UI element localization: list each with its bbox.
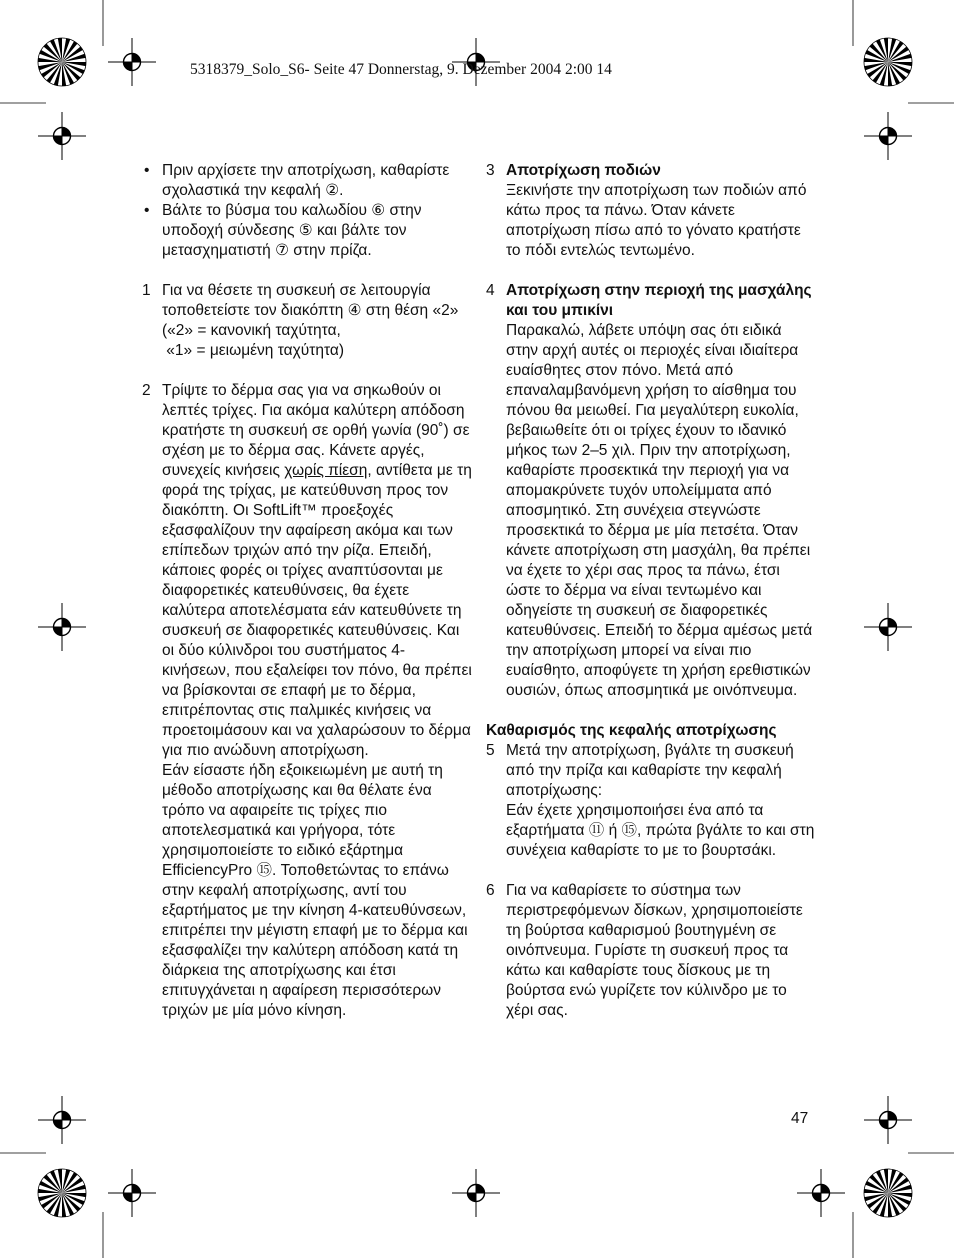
step-1: 1 Για να θέσετε τη συσκευή σε λειτουργία τοποθετείστε τον διακόπτη ④ στη θέση «2» («2» = κανονική ταχύτητα, «1» = μειωμένη ταχύτητα) bbox=[142, 282, 459, 359]
step-2-para-1: Τρίψτε το δέρμα σας για να σηκωθούν οι λεπτές τρίχες. Για ακόμα καλύτερη απόδοση κρατήστε τη συσκευή σε ορθή γωνία (90˚) σε σχέση με το δέρμα σας. Κάνετε αργές, συνεχείς κινήσεις χωρίς πίεση, αντίθετα με τη φορά της τρίχας, με κατεύθυνση προς τον διακόπτη. Οι SoftLift™ προεξοχές εξασφαλίζουν την αφαίρεση ακόμα και των επίπεδων τριχών από την ρίζα. Επειδή, κάποιες φορές οι τρίχες αναπτύσονται με διαφορετικές κατευθύνσεις, θα έχετε καλύτερα αποτελέσματα εάν κατευθύνετε τη συσκευή σε διαφορετικές κατευθύνσεις. Και οι δύο κύλινδροι του συστήματος 4-κινήσεων, που εξαλείφει τον πόνο, θα πρέπει να βρίσκονται σε επαφή με το δέρμα, επιτρέποντας στις παλμικές κινήσεις να προετοιμάσουν και να χαλαρώσουν το δέρμα για πιο ανώδυνη αποτρίχωση. bbox=[162, 382, 472, 759]
page-number: 47 bbox=[791, 1110, 809, 1127]
step-4: 4 Αποτρίχωση στην περιοχή της μασχάλης και του μπικίνι Παρακαλώ, λάβετε υπόψη σας ότι ειδικά στην αρχή αυτές οι περιοχές είναι ιδιαίτερα ευαίσθητες στον πόνο. Μετά από επαναλαμβανόμενη χρήση το αίσθημα του πόνου θα μειωθεί. Για μεγαλύτερη ευκολία, βεβαιωθείτε ότι οι τρίχες έχουν το ιδανικό μήκος των 2–5 χιλ. Πριν την αποτρίχωση, καθαρίστε προσεκτικά την περιοχή για να απομακρύνετε τυχόν υπολείμματα από αποσμητικό. Στη συνέχεια στεγνώστε προσεκτικά το δέρμα με μία πετσέτα. Όταν κάνετε αποτρίχωση στη μασχάλη, θα πρέπει να έχετε το χέρι σας προς τα πάνω, έτσι ώστε το δέρμα να είναι τεντωμένο και οδηγείστε τη συσκευή σε διαφορετικές κατευθύνσεις. Επειδή το δέρμα αμέσως μετά την αποτρίχωση μπορεί να είναι πιο ευαίσθητο, αποφύγετε τη χρήση ερεθιστικών ουσιών, όπως αποσμητικά με οινόπνευμα. bbox=[486, 281, 816, 701]
step-2: 2 Τρίψτε το δέρμα σας για να σηκωθούν οι λεπτές τρίχες. Για ακόμα καλύτερη απόδοση κρατήστε τη συσκευή σε ορθή γωνία (90˚) σε σχέση με το δέρμα σας. Κάνετε αργές, συνεχείς κινήσεις χωρίς πίεση, αντίθετα με τη φορά της τρίχας, με κατεύθυνση προς τον διακόπτη. Οι SoftLift™ προεξοχές εξασφαλίζουν την αφαίρεση ακόμα και των επίπεδων τριχών από την ρίζα. Επειδή, κάποιες φορές οι τρίχες αναπτύσονται με διαφορετικές κατευθύνσεις, θα έχετε καλύτερα αποτελέσματα εάν κατευθύνετε τη συσκευή σε διαφορετικές κατευθύνσεις. Και οι δύο κύλινδροι του συστήματος 4-κινήσεων, που εξαλείφει τον πόνο, θα πρέπει να βρίσκονται σε επαφή με το δέρμα, επιτρέποντας στις παλμικές κινήσεις να προετοιμάσουν και να χαλαρώσουν το δέρμα για πιο ανώδυνη αποτρίχωση. Εάν είσαστε ήδη εξοικειωμένη με αυτή τη μέθοδο αποτρίχωσης και θα θέλατε ένα τρόπο να αφαιρείτε τις τρίχες πιο αποτελεσματικά και γρήγορα, τότε χρησιμοποιείστε το ειδικό εξάρτημα EfficiencyPro ⑮. Τοποθετώντας το επάνω στην κεφαλή αποτρίχωσης, αντί του εξαρτήματος με την κίνηση 4-κατευθύνσεων, επιτρέπει την μέγιστη επαφή με το δέρμα και εξασφαλίζει την καλύτερη απόδοση κατά τη διάρκεια της αποτρίχωσης και έτσι επιτυγχάνεται η αφαίρεση περισσότερων τριχών με μία μόνο κίνηση. bbox=[142, 382, 472, 1019]
print-header: 5318379_Solo_S6- Seite 47 Donnerstag, 9. Dezember 2004 2:00 14 bbox=[190, 61, 612, 78]
cleaning-heading: Καθαρισμός της κεφαλής αποτρίχωσης bbox=[486, 722, 777, 739]
bullet-item: • Βάλτε το βύσμα του καλωδίου ⑥ στην υποδοχή σύνδεσης ⑤ και βάλτε τον μετασχηματιστή ⑦ στην πρίζα. bbox=[144, 202, 422, 259]
right-column bbox=[486, 161, 816, 1021]
step-6: 6 Για να καθαρίσετε το σύστημα των περιστρεφόμενων δίσκων, χρησιμοποιείστε τη βούρτσα καθαρισμού βουτηγμένη σε οινόπνευμα. Γυρίστε τη συσκευή προς τα κάτω και καθαρίστε τους δίσκους με τη βούρτσα ενώ γυρίζετε τον κύλινδρο με το χέρι σας. bbox=[486, 882, 803, 1019]
step-4-title: Αποτρίχωση στην περιοχή της μασχάλης και του μπικίνι bbox=[506, 282, 812, 319]
starburst-top-left bbox=[38, 38, 86, 86]
starburst-top-right bbox=[864, 38, 912, 86]
step-3: 3 Αποτρίχωση ποδιών Ξεκινήστε την αποτρίχωση των ποδιών από κάτω προς τα πάνω. Όταν κάνετε αποτρίχωση πίσω από το γόνατο κρατήστε το πόδι εντελώς τεντωμένο. bbox=[486, 161, 816, 261]
left-column bbox=[142, 161, 472, 1021]
step-2-para-2: Εάν είσαστε ήδη εξοικειωμένη με αυτή τη μέθοδο αποτρίχωσης και θα θέλατε ένα τρόπο να αφαιρείτε τις τρίχες πιο αποτελεσματικά και γρήγορα, τότε χρησιμοποιείστε το ειδικό εξάρτημα EfficiencyPro ⑮. Τοποθετώντας το επάνω στην κεφαλή αποτρίχωσης, αντί του εξαρτήματος με την κίνηση 4-κατευθύνσεων, επιτρέπει την μέγιστη επαφή με το δέρμα και εξασφαλίζει την καλύτερη απόδοση κατά τη διάρκεια της αποτρίχωσης και έτσι επιτυγχάνεται η αφαίρεση περισσότερων τριχών με μία μόνο κίνηση. bbox=[162, 762, 468, 1019]
step-5: 5 Μετά την αποτρίχωση, βγάλτε τη συσκευή από την πρίζα και καθαρίστε την κεφαλή αποτρίχωσης: Εάν έχετε χρησιμοποιήσει ένα από τα εξαρτήματα ⑪ ή ⑮, πρώτα βγάλτε το και στη συνέχεια καθαρίστε το με το βουρτσάκι. bbox=[486, 742, 815, 859]
bullet-item: • Πριν αρχίσετε την αποτρίχωση, καθαρίστε σχολαστικά την κεφαλή ②. bbox=[144, 162, 450, 199]
step-3-title: Αποτρίχωση ποδιών bbox=[506, 162, 661, 179]
starburst-bottom-right bbox=[864, 1169, 912, 1217]
starburst-bottom-left bbox=[38, 1169, 86, 1217]
